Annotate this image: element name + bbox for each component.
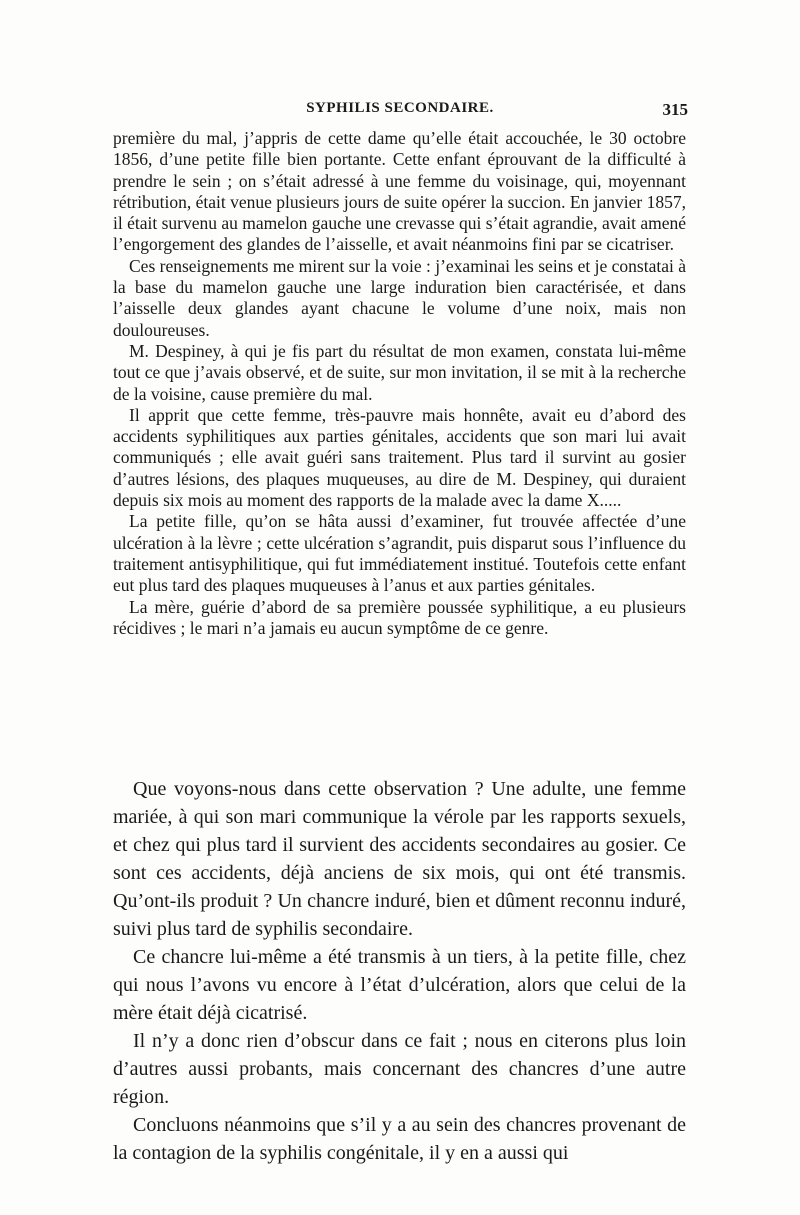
commentary-paragraph: Ce chancre lui-même a été transmis à un tiers, à la petite fille, chez qui nous l’avons vu encore à l’état d’ulcération, alors que celui de la mère était déjà cicatrisé. bbox=[113, 946, 686, 1024]
observation-paragraph: première du mal, j’appris de cette dame qu’elle était accouchée, le 30 octobre 1856, d’une petite fille bien portante. Cette enfant éprouvant de la difficulté à prendre le sein ; on s’était adressé à une femme du voisinage, qui, moyennant rétribution, était venue plusieurs jours de suite opérer la succion. En janvier 1857, il était survenu au mamelon gauche une crevasse qui s’était agrandie, avait amené l’engorgement des glandes de l’aisselle, et avait néanmoins fini par se cicatriser. bbox=[113, 128, 686, 255]
observation-paragraph: La mère, guérie d’abord de sa première poussée syphilitique, a eu plusieurs récidives ; le mari n’a jamais eu aucun symptôme de ce genre. bbox=[113, 596, 686, 638]
commentary-paragraph: Concluons néanmoins que s’il y a au sein des chancres provenant de la contagion de la syphilis congénitale, il y en a aussi qui bbox=[113, 1114, 686, 1164]
commentary-text bbox=[113, 775, 686, 1167]
observation-paragraph: M. Despiney, à qui je fis part du résultat de mon examen, constata lui-même tout ce que j’avais observé, et de suite, sur mon invitation, il se mit à la recherche de la voisine, cause première du mal. bbox=[113, 340, 686, 404]
observation-paragraph: La petite fille, qu’on se hâta aussi d’examiner, fut trouvée affectée d’une ulcération à la lèvre ; cette ulcération s’agrandit, puis disparut sous l’influence du traitement antisyphilitique, qui fut immédiatement institué. Toutefois cette enfant eut plus tard des plaques muqueuses à l’anus et aux parties génitales. bbox=[113, 511, 686, 596]
commentary-paragraph: Que voyons-nous dans cette observation ? Une adulte, une femme mariée, à qui son mari communique la vérole par les rapports sexuels, et chez qui plus tard il survient des accidents secondaires au gosier. Ce sont ces accidents, déjà anciens de six mois, qui ont été transmis. Qu’ont-ils produit ? Un chancre induré, bien et dûment reconnu induré, suivi plus tard de syphilis secondaire. bbox=[113, 778, 686, 940]
observation-paragraph: Ces renseignements me mirent sur la voie : j’examinai les seins et je constatai à la base du mamelon gauche une large induration bien caractérisée, et dans l’aisselle deux glandes ayant chacune le volume d’une noix, mais non douloureuses. bbox=[113, 255, 686, 340]
running-head: SYPHILIS SECONDAIRE. bbox=[306, 100, 494, 116]
page-number: 315 bbox=[662, 100, 688, 119]
page-header bbox=[112, 100, 688, 122]
observation-text bbox=[113, 128, 686, 639]
observation-paragraph: Il apprit que cette femme, très-pauvre mais honnête, avait eu d’abord des accidents syphilitiques aux parties génitales, accidents que son mari lui avait communiqués ; elle avait guéri sans traitement. Plus tard il survint au gosier d’autres lésions, des plaques muqueuses, au dire de M. Despiney, qui duraient depuis six mois au moment des rapports de la malade avec la dame X..... bbox=[113, 404, 686, 511]
commentary-paragraph: Il n’y a donc rien d’obscur dans ce fait ; nous en citerons plus loin d’autres aussi probants, mais concernant des chancres d’une autre région. bbox=[113, 1030, 686, 1108]
